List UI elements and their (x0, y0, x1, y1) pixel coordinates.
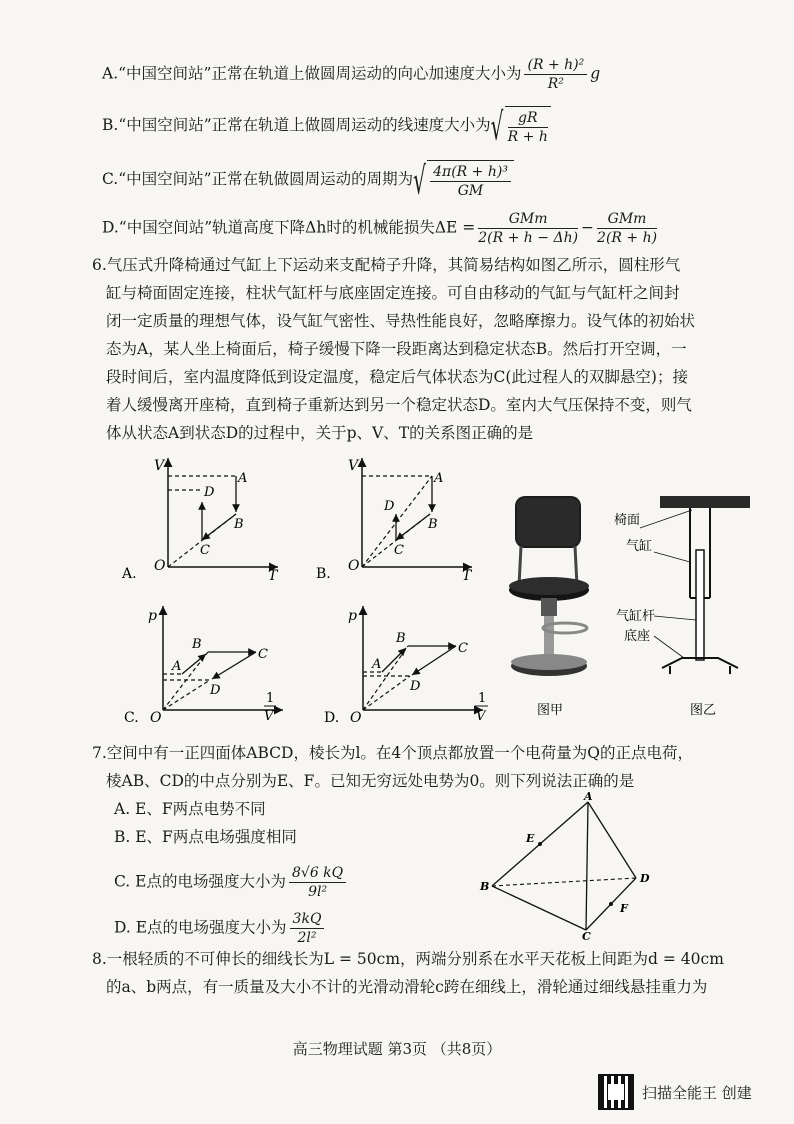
graph-a-option: A. (122, 566, 137, 582)
q7-option-d: D. E点的电场强度大小为 $\frac{3kQ}{\text{2l²}}$ (114, 910, 327, 947)
graph-c-x-num: 1 (266, 691, 275, 706)
svg-text:C.: C. (124, 710, 139, 726)
q5-a-fraction: $\frac{\text{(R + h)²}}{\text{R²}}$ (524, 56, 587, 93)
q7-option-c: C. E点的电场强度大小为 $\frac{8√6 kQ}{\text{9l²}}$ (114, 864, 349, 901)
svg-text:B.: B. (316, 566, 331, 582)
tetrahedron-diagram (476, 790, 716, 940)
svg-text:A: A (434, 471, 444, 486)
svg-text:T: T (462, 568, 472, 582)
svg-text:D: D (384, 499, 395, 514)
qr-code-icon (598, 1074, 634, 1110)
q6-graph-b (312, 452, 482, 582)
fig-yi-caption: 图乙 (690, 703, 717, 718)
graph-a-x-label: T (268, 568, 278, 582)
q7-line-1: 7.空间中有一正四面体ABCD，棱长为l。在4个顶点都放置一个电荷量为Q的正点电荷， (92, 744, 693, 762)
q6-graph-d (318, 600, 498, 730)
label-base: 底座 (624, 629, 651, 644)
q7-option-b: B. E、F两点电场强度相同 (114, 828, 297, 846)
svg-text:A: A (584, 790, 593, 803)
svg-text:D: D (640, 872, 650, 885)
q7-option-a: A. E、F两点电势不同 (114, 800, 266, 818)
svg-text:B: B (192, 637, 202, 652)
label-rod: 气缸杆 (616, 609, 656, 624)
svg-text:C: C (394, 543, 404, 558)
svg-text:F: F (620, 902, 628, 915)
svg-text:B: B (480, 880, 490, 893)
graph-c-x-den: V (264, 709, 274, 724)
svg-text:B: B (396, 631, 406, 646)
q5-option-c: C.“中国空间站”正常在轨做圆周运动的周期为 √ $\frac{\text{4π(R + h)³}}{GM}$ (102, 160, 514, 200)
svg-text:D: D (410, 679, 421, 694)
svg-text:E: E (526, 832, 535, 845)
svg-text:C: C (582, 930, 591, 940)
q5-b-sqrt: √ $\frac{gR}{R + h}$ (493, 106, 551, 146)
q6-graph-c (118, 600, 298, 730)
svg-text:V: V (476, 709, 486, 724)
graph-a-pt-b: B (234, 517, 244, 532)
page-footer: 高三物理试题 第3页 （共8页） (292, 1040, 502, 1058)
graph-a-y-label: V (154, 458, 165, 474)
svg-text:O: O (150, 710, 162, 726)
q5-option-d: D.“中国空间站”轨道高度下降Δh时的机械能损失ΔE = $\frac{\text{GMm}}{2(R + h - \Delta h)}$ − $\frac{\text{GMm}}{2(R + h)}$ (102, 211, 658, 246)
scanner-watermark: 扫描全能王 创建 (598, 1074, 752, 1110)
q8-line-2: 的a、b两点，有一质量及大小不计的光滑动滑轮c跨在细线上，滑轮通过细线悬挂重力为 (106, 978, 708, 996)
fig-jia-caption: 图甲 (537, 703, 564, 718)
graph-a-origin: O (154, 558, 166, 574)
q7-line-2: 棱AB、CD的中点分别为E、F。已知无穷远处电势为0。则下列说法正确的是 (106, 772, 635, 790)
svg-text:O: O (348, 558, 360, 574)
q6-graph-a (118, 452, 288, 582)
svg-text:V: V (348, 458, 359, 474)
svg-text:A: A (372, 657, 382, 672)
exam-page: A.“中国空间站”正常在轨道上做圆周运动的向心加速度大小为 $\frac{\text{(R + h)²}}{\text{R²}}$ g B.“中国空间站”正常在轨道上做圆周运动的线速度大小为 √ $\frac{gR}{R + h}$ C.“中国空间站”正常在轨做圆周运动的周期为 √ $\frac{\text{4π(R + h)³}}{GM}$ D.“中国空间站”轨道高度下降Δh时的机械能损失ΔE = $\frac{\text{GMm}}{2(R + h - \Delta h)}$ − $\frac{\text{GMm}}{2(R + h)}$ 6.气压式升降椅通过气缸上下运动来支配椅子升降，其简易结构如图乙所示，圆柱形气 缸与椅面固定连接，柱状气缸杆与底座固定连接。可自由移动的气缸与气缸杆之间封 闭一定质量的理想气体，设气缸气密性、导热性能良好，忽略摩擦力。设气体的初始状 态为A，某人坐上椅面后，椅子缓慢下降一段距离达到稳定状态B。然后打开空调，一 段时间后，室内温度降低到设定温度，稳定后气体状态为C(此过程人的双脚悬空)；接 着人缓慢离开座椅，直到椅子重新达到另一个稳定状态D。室内大气压保持不变，则气 体从状态A到状态D的过程中，关于p、V、T的关系图正确的是 V T O A B C D A. V T O A B C D B. p 1 V O A B C D C. p 1 V O A B C D D. 图甲 椅面 气缸 气缸杆 底座 图乙 7.空间中有一正四面体ABCD，棱长为l。在4个顶点都放置一个电荷量为Q的正点电荷， 棱AB、CD的中点分别为E、F。已知无穷远处电势为0。则下列说法正确的是 A. E、F两点电势不同 B. E、F两点电场强度相同 C. E点的电场强度大小为 $\frac{8√6 kQ}{\text{9l²}}$ D. E点的电场强度大小为 $\frac{3kQ}{\text{2l²}}$ A B C D E F 8.一根轻质的不可伸长的细线长为L = 50cm，两端分别系在水平天花板上间距为d = 40cm 的a、b两点，有一质量及大小不计的光滑动滑轮c跨在细线上，滑轮通过细线悬挂重力为 高三物理试题 第3页 （共8页） 扫描全能王 创建 (0, 0, 794, 1124)
svg-text:1: 1 (478, 691, 487, 706)
svg-text:A: A (172, 659, 182, 674)
svg-text:p: p (348, 608, 357, 624)
svg-text:D.: D. (324, 710, 340, 726)
q8-line-1: 8.一根轻质的不可伸长的细线长为L = 50cm，两端分别系在水平天花板上间距为d = 40cm (92, 950, 724, 968)
chair-photo-jia (505, 490, 615, 720)
svg-text:B: B (428, 517, 438, 532)
label-cylinder: 气缸 (626, 539, 653, 554)
graph-a-pt-c: C (200, 543, 210, 558)
svg-text:p: p (148, 608, 157, 624)
q5-c-sqrt: √ $\frac{\text{4π(R + h)³}}{GM}$ (415, 160, 514, 200)
svg-text:O: O (350, 710, 362, 726)
q5-option-a: A.“中国空间站”正常在轨道上做圆周运动的向心加速度大小为 $\frac{\text{(R + h)²}}{\text{R²}}$ g (102, 57, 601, 92)
chair-schematic-yi (612, 490, 792, 720)
q5-option-b: B.“中国空间站”正常在轨道上做圆周运动的线速度大小为 √ $\frac{gR}{R + h}$ (102, 106, 551, 146)
label-seat: 椅面 (614, 513, 641, 528)
svg-text:C: C (258, 647, 268, 662)
svg-text:D: D (210, 683, 221, 698)
graph-a-pt-a: A (238, 471, 248, 486)
svg-text:C: C (458, 641, 468, 656)
graph-a-pt-d: D (204, 485, 215, 500)
